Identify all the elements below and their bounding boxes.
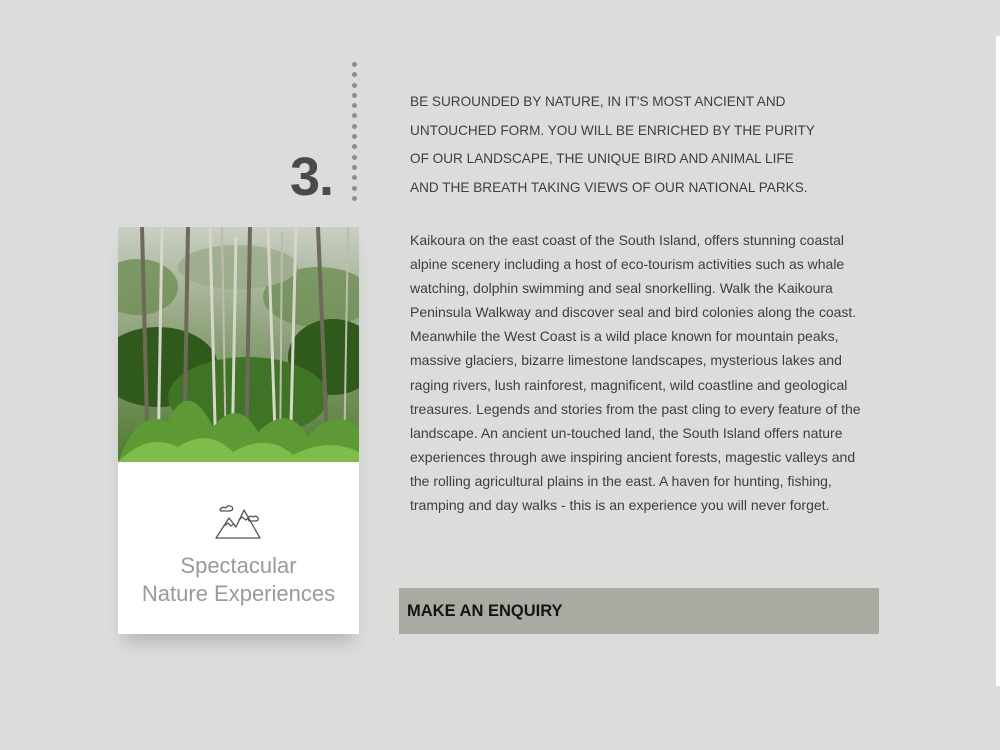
step-number: 3. [290,147,334,207]
section-body: Kaikoura on the east coast of the South Island, offers stunning coastal alpine scenery including a host of eco-tourism activities such as whale watching, dolphin swimming and seal snorkelling. Walk the Kaikoura Peninsula Walkway and discover seal and bird colonies along the coast. Meanwhile the West Coast is a wild place known for mountain peaks, massive glaciers, bizarre limestone landscapes, mysterious lakes and raging rivers, lush rainforest, magnificent, wild coastline and geological treasures. Legends and stories from the past cling to every feature of the landscape. An ancient un-touched land, the South Island offers nature experiences through awe inspiring ancient forests, magestic valleys and the rolling agricultural plains in the east. A haven for hunting, fishing, tramping and day walks - this is an experience you will never forget. [410,232,861,514]
card-title-line-1: Spectacular [180,553,297,578]
page-edge [996,36,1000,686]
make-enquiry-button[interactable]: MAKE AN ENQUIRY [399,588,879,634]
headline-line-3: OF OUR LANDSCAPE, THE UNIQUE BIRD AND ANIMAL LIFE [410,151,794,167]
card-title [118,552,359,608]
experience-card [118,227,359,634]
section-headline [410,88,880,202]
headline-line-2: UNTOUCHED FORM. YOU WILL BE ENRICHED BY THE PURITY [410,122,815,138]
forest-photo [118,227,359,462]
mountains-icon [214,500,264,540]
headline-line-1: BE SUROUNDED BY NATURE, IN IT'S MOST ANCIENT AND [410,94,786,109]
card-title-line-2: Nature Experiences [141,581,336,606]
headline-line-4: AND THE BREATH TAKING VIEWS OF OUR NATIONAL PARKS. [410,179,808,195]
dotted-divider [352,62,358,201]
